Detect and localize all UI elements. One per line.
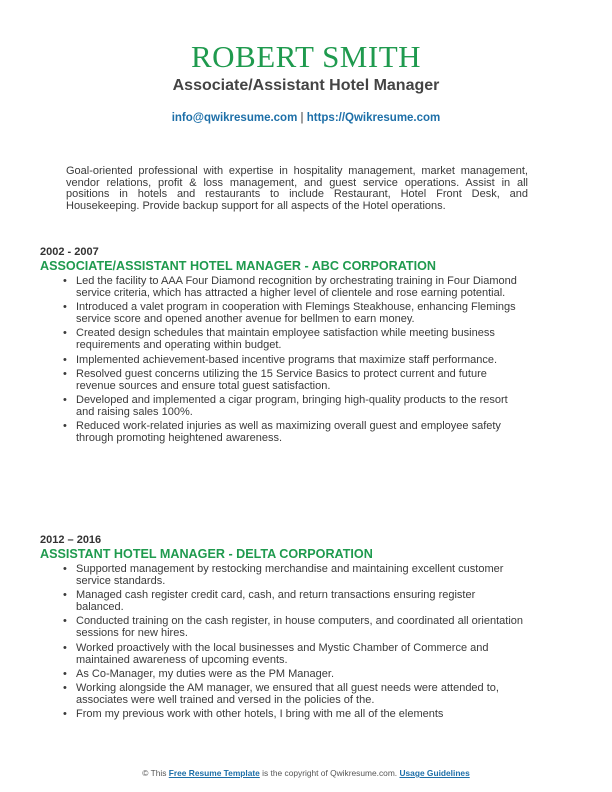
experience-dates: 2012 – 2016 — [40, 534, 102, 546]
email-link[interactable]: info@qwikresume.com — [171, 112, 298, 124]
duty-item: • Reduced work-related injuries as well as maximizing overall guest and employee safety through promoting heightened awareness. — [76, 420, 524, 444]
duty-item: • Led the facility to AAA Four Diamond recognition by orchestrating training in Four Diamond service criteria, which has attracted a higher level of clientele and rose earning potential. — [76, 275, 524, 299]
duty-item: • Working alongside the AM manager, we ensured that all guest needs were attended to, associates were well trained and versed in the policies of the. — [76, 682, 524, 706]
experience-dates: 2002 - 2007 — [40, 246, 99, 258]
footer-copyright: is the copyright of Qwikresume.com. — [262, 768, 398, 778]
duty-item: • Implemented achievement-based incentive programs that maximize staff performance. — [76, 354, 524, 366]
experience-entry — [40, 246, 580, 446]
contact-line — [0, 111, 612, 125]
footer — [0, 768, 612, 778]
free-resume-template-link[interactable]: Free Resume Template — [168, 768, 260, 778]
experience-entry — [40, 534, 580, 722]
duty-item: • Supported management by restocking merchandise and maintaining excellent customer service standards. — [76, 563, 524, 587]
usage-guidelines-link[interactable]: Usage Guidelines — [399, 768, 470, 778]
duty-item: • Managed cash register credit card, cash, and return transactions ensuring register balanced. — [76, 589, 524, 613]
contact-separator: | — [300, 112, 304, 124]
duty-item: • From my previous work with other hotels, I bring with me all of the elements — [76, 708, 524, 720]
duty-list — [40, 275, 580, 444]
job-title: Associate/Assistant Hotel Manager — [172, 77, 440, 94]
footer-prefix: © This — [142, 768, 167, 778]
duty-list — [40, 563, 580, 720]
duty-item: • Resolved guest concerns utilizing the 15 Service Basics to protect current and future revenue sources and ensure total guest satisfaction. — [76, 368, 524, 392]
duty-item: • Developed and implemented a cigar program, bringing high-quality products to the resort and raising sales 100%. — [76, 394, 524, 418]
duty-item: • Created design schedules that maintain employee satisfaction while meeting business requirements and operating within budget. — [76, 327, 524, 351]
experience-title: ASSISTANT HOTEL MANAGER - DELTA CORPORATION — [40, 547, 373, 561]
duty-item: • Introduced a valet program in cooperation with Flemings Steakhouse, enhancing Flemings service score and opened another avenue for bellmen to earn money. — [76, 301, 524, 325]
website-link[interactable]: https://Qwikresume.com — [306, 112, 441, 124]
candidate-name: ROBERT SMITH — [190, 39, 422, 74]
duty-item: • As Co-Manager, my duties were as the PM Manager. — [76, 668, 524, 680]
experience-title: ASSOCIATE/ASSISTANT HOTEL MANAGER - ABC CORPORATION — [40, 259, 437, 273]
duty-item: • Conducted training on the cash register, in house computers, and coordinated all orientation sessions for new hires. — [76, 615, 524, 639]
summary-paragraph: Goal-oriented professional with expertise in hospitality management, market management, vendor relations, profit & loss management, and guest service operations. Assist in all positions in hotels and restaurants to include Restaurant, Hotel Front Desk, and Housekeeping. Provide backup support for all aspects of the Hotel operations. — [66, 165, 528, 212]
duty-item: • Worked proactively with the local businesses and Mystic Chamber of Commerce and maintained awareness of upcoming events. — [76, 642, 524, 666]
